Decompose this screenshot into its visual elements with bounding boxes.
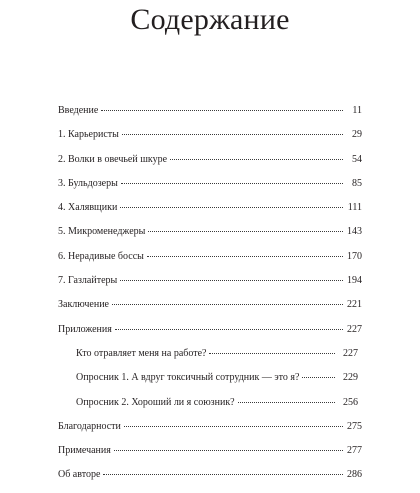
toc-subentry-title: Опросник 1. А вдруг токсичный сотрудник — это я? bbox=[76, 371, 302, 385]
toc-entry bbox=[58, 225, 362, 249]
toc-entry-title: 2. Волки в овечьей шкуре bbox=[58, 153, 170, 167]
toc-page-number: 277 bbox=[347, 445, 362, 457]
toc-entry bbox=[58, 323, 362, 347]
toc-entry bbox=[58, 468, 362, 492]
toc-subentry-title: Опросник 2. Хороший ли я союзник? bbox=[76, 396, 238, 410]
toc-dot-leader bbox=[148, 231, 343, 232]
toc-entry-title: Введение bbox=[58, 104, 101, 118]
toc-dot-leader bbox=[120, 280, 343, 281]
toc-page-number: 227 bbox=[343, 347, 358, 359]
toc-page-number: 143 bbox=[347, 226, 362, 238]
toc-dot-leader bbox=[101, 110, 343, 111]
toc-entry bbox=[58, 274, 362, 298]
toc-dot-leader bbox=[114, 450, 343, 451]
toc-entry bbox=[58, 250, 362, 274]
toc-page-number: 111 bbox=[347, 202, 362, 214]
toc-page-number: 170 bbox=[347, 250, 362, 262]
toc-page-number: 227 bbox=[347, 323, 362, 335]
table-of-contents bbox=[58, 104, 362, 493]
toc-dot-leader bbox=[122, 134, 343, 135]
toc-entry bbox=[58, 298, 362, 322]
toc-page-number: 29 bbox=[352, 129, 362, 141]
toc-subentry-title: Кто отравляет меня на работе? bbox=[76, 347, 209, 361]
toc-dot-leader bbox=[238, 402, 335, 403]
toc-page-number: 54 bbox=[352, 153, 362, 165]
toc-subentry bbox=[58, 371, 362, 395]
toc-entry-title: Примечания bbox=[58, 444, 114, 458]
toc-dot-leader bbox=[121, 183, 343, 184]
toc-page-number: 221 bbox=[347, 299, 362, 311]
toc-entry bbox=[58, 153, 362, 177]
toc-entry-title: Заключение bbox=[58, 298, 112, 312]
toc-dot-leader bbox=[302, 377, 335, 378]
toc-dot-leader bbox=[120, 207, 343, 208]
toc-entry-title: Приложения bbox=[58, 323, 115, 337]
toc-entry-title: 6. Нерадивые боссы bbox=[58, 250, 147, 264]
toc-dot-leader bbox=[124, 426, 343, 427]
toc-dot-leader bbox=[103, 474, 343, 475]
toc-subentry bbox=[58, 396, 362, 420]
toc-entry-title: 3. Бульдозеры bbox=[58, 177, 121, 191]
page-title: Содержание bbox=[130, 3, 290, 36]
toc-entry-title: 7. Газлайтеры bbox=[58, 274, 120, 288]
toc-entry-title: Благодарности bbox=[58, 420, 124, 434]
toc-dot-leader bbox=[170, 159, 343, 160]
toc-dot-leader bbox=[115, 329, 343, 330]
toc-dot-leader bbox=[147, 256, 343, 257]
toc-entry-title: 5. Микроменеджеры bbox=[58, 225, 148, 239]
toc-entry bbox=[58, 201, 362, 225]
toc-dot-leader bbox=[112, 304, 343, 305]
toc-entry-title: 4. Халявщики bbox=[58, 201, 120, 215]
toc-entry bbox=[58, 420, 362, 444]
toc-entry bbox=[58, 104, 362, 128]
toc-entry bbox=[58, 177, 362, 201]
toc-subentry bbox=[58, 347, 362, 371]
toc-page-number: 275 bbox=[347, 420, 362, 432]
toc-page-number: 194 bbox=[347, 275, 362, 287]
toc-dot-leader bbox=[209, 353, 335, 354]
toc-page-number: 11 bbox=[352, 105, 362, 116]
toc-page-number: 85 bbox=[352, 177, 362, 189]
toc-entry bbox=[58, 128, 362, 152]
toc-entry bbox=[58, 444, 362, 468]
toc-entry-title: Об авторе bbox=[58, 468, 103, 482]
toc-entry-title: 1. Карьеристы bbox=[58, 128, 122, 142]
toc-page-number: 286 bbox=[347, 469, 362, 481]
toc-page-number: 256 bbox=[343, 396, 358, 408]
toc-page-number: 229 bbox=[343, 372, 358, 384]
